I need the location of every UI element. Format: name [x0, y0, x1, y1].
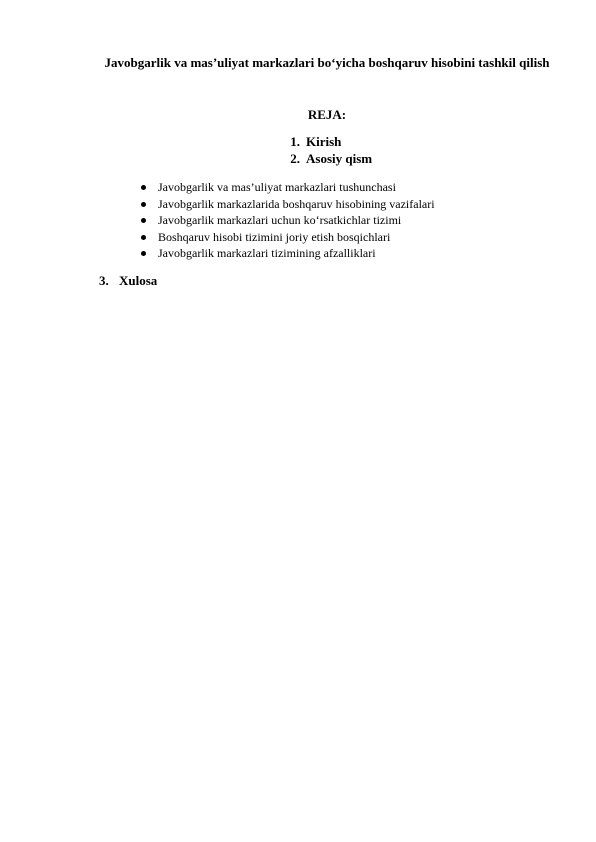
list-item: [138, 212, 435, 229]
item-label: Javobgarlik markazlari tizimining afzalliklari: [158, 246, 376, 261]
list-item: [282, 150, 372, 167]
item-label: Kirish: [306, 134, 342, 149]
bullet-icon: [141, 202, 146, 207]
bullet-icon: [141, 235, 146, 240]
plan-heading: REJA:: [307, 107, 347, 122]
bullet-list: [138, 179, 435, 262]
list-item: [282, 133, 372, 150]
list-item: [138, 196, 435, 213]
item-number: 3.: [99, 273, 109, 288]
bullet-icon: [141, 218, 146, 223]
bullet-icon: [141, 185, 146, 190]
item-label: Xulosa: [119, 273, 158, 288]
item-label: Javobgarlik markazlarida boshqaruv hisobining vazifalari: [158, 196, 435, 211]
numbered-list: [282, 133, 372, 167]
list-item: [138, 245, 435, 262]
item-number: 1.: [290, 134, 300, 149]
item-number: 2.: [290, 151, 300, 166]
item-label: Asosiy qism: [306, 151, 373, 166]
list-item: [138, 229, 435, 246]
conclusion-item: [99, 272, 157, 289]
item-label: Boshqaruv hisobi tizimini joriy etish bosqichlari: [158, 229, 391, 244]
bullet-icon: [141, 251, 146, 256]
item-label: Javobgarlik markazlari uchun ko‘rsatkichlar tizimi: [158, 213, 402, 228]
item-label: Javobgarlik va mas’uliyat markazlari tushunchasi: [158, 180, 396, 194]
list-item: [138, 179, 435, 196]
document-title: Javobgarlik va mas’uliyat markazlari bo‘yicha boshqaruv hisobini tashkil qilish: [104, 55, 550, 70]
